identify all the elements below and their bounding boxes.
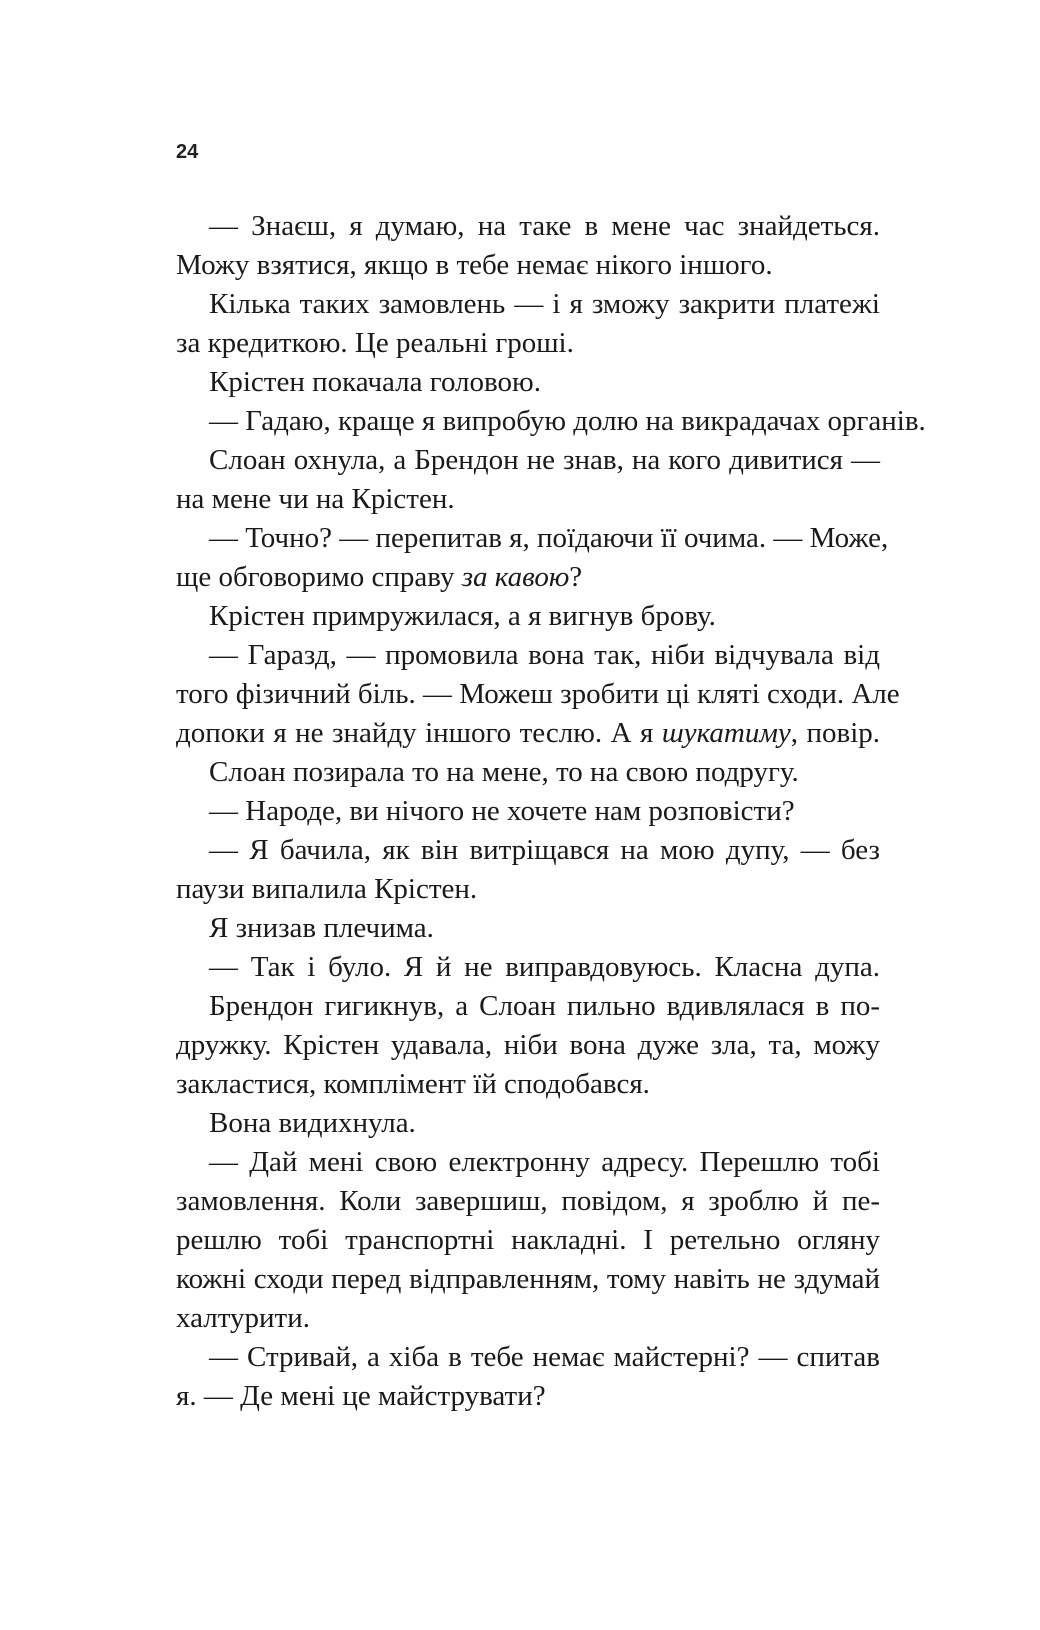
text-line: того фізичний біль. — Можеш зробити ці кляті сходи. Але: [176, 678, 900, 710]
text-line: решлю тобі транспортні накладні. І ретельно огляну: [176, 1224, 880, 1256]
text-line: Крістен примружилася, а я вигнув брову.: [209, 600, 716, 632]
text-line: замовлення. Коли завершиш, повідом, я зроблю й пе-: [176, 1185, 880, 1217]
text-line: я. — Де мені це майструвати?: [176, 1380, 546, 1412]
text-line: — Точно? — перепитав я, поїдаючи її очима. — Може,: [209, 522, 889, 554]
text-line: Вона видихнула.: [209, 1107, 416, 1139]
text-line: — Гаразд, — промовила вона так, ніби відчувала від: [209, 639, 880, 671]
text-line: — Стривай, а хіба в тебе немає майстерні? — спитав: [209, 1341, 880, 1373]
text-line: паузи випалила Крістен.: [176, 873, 478, 905]
text-line: халтурити.: [176, 1302, 310, 1334]
text-line: закластися, комплімент їй сподобався.: [176, 1068, 650, 1100]
text-line: — Гадаю, краще я випробую долю на викрадачах органів.: [209, 405, 926, 437]
text-line: кожні сходи перед відправленням, тому навіть не здумай: [176, 1263, 880, 1295]
text-line: Брендон гигикнув, а Слоан пильно вдивлялася в по-: [209, 990, 880, 1022]
text-line: Кілька таких замовлень — і я зможу закрити платежі: [209, 288, 880, 320]
text-line: — Народе, ви нічого не хочете нам розповісти?: [209, 795, 795, 827]
text-line: Слоан охнула, а Брендон не знав, на кого дивитися —: [209, 444, 880, 476]
text-line: — Так і було. Я й не виправдовуюсь. Класна дупа.: [209, 951, 880, 983]
text-line: ще обговоримо справу за кавою?: [176, 561, 583, 593]
text-line: Слоан позирала то на мене, то на свою подругу.: [209, 756, 799, 788]
text-line: — Я бачила, як він витріщався на мою дупу, — без: [209, 834, 880, 866]
text-line: дружку. Крістен удавала, ніби вона дуже зла, та, можу: [176, 1029, 880, 1061]
text-line: — Знаєш, я думаю, на таке в мене час знайдеться.: [209, 210, 880, 242]
text-line: Я знизав плечима.: [209, 912, 434, 944]
text-line: Крістен покачала головою.: [209, 366, 541, 398]
text-line: — Дай мені свою електронну адресу. Перешлю тобі: [209, 1146, 880, 1178]
text-line: Можу взятися, якщо в тебе немає нікого іншого.: [176, 249, 773, 281]
text-line: за кредиткою. Це реальні гроші.: [176, 327, 574, 359]
body-text: [176, 207, 926, 1416]
text-line: на мене чи на Крістен.: [176, 483, 455, 515]
page-number: 24: [176, 141, 199, 163]
text-line: допоки я не знайду іншого теслю. А я шукатиму, повір.: [176, 717, 880, 749]
